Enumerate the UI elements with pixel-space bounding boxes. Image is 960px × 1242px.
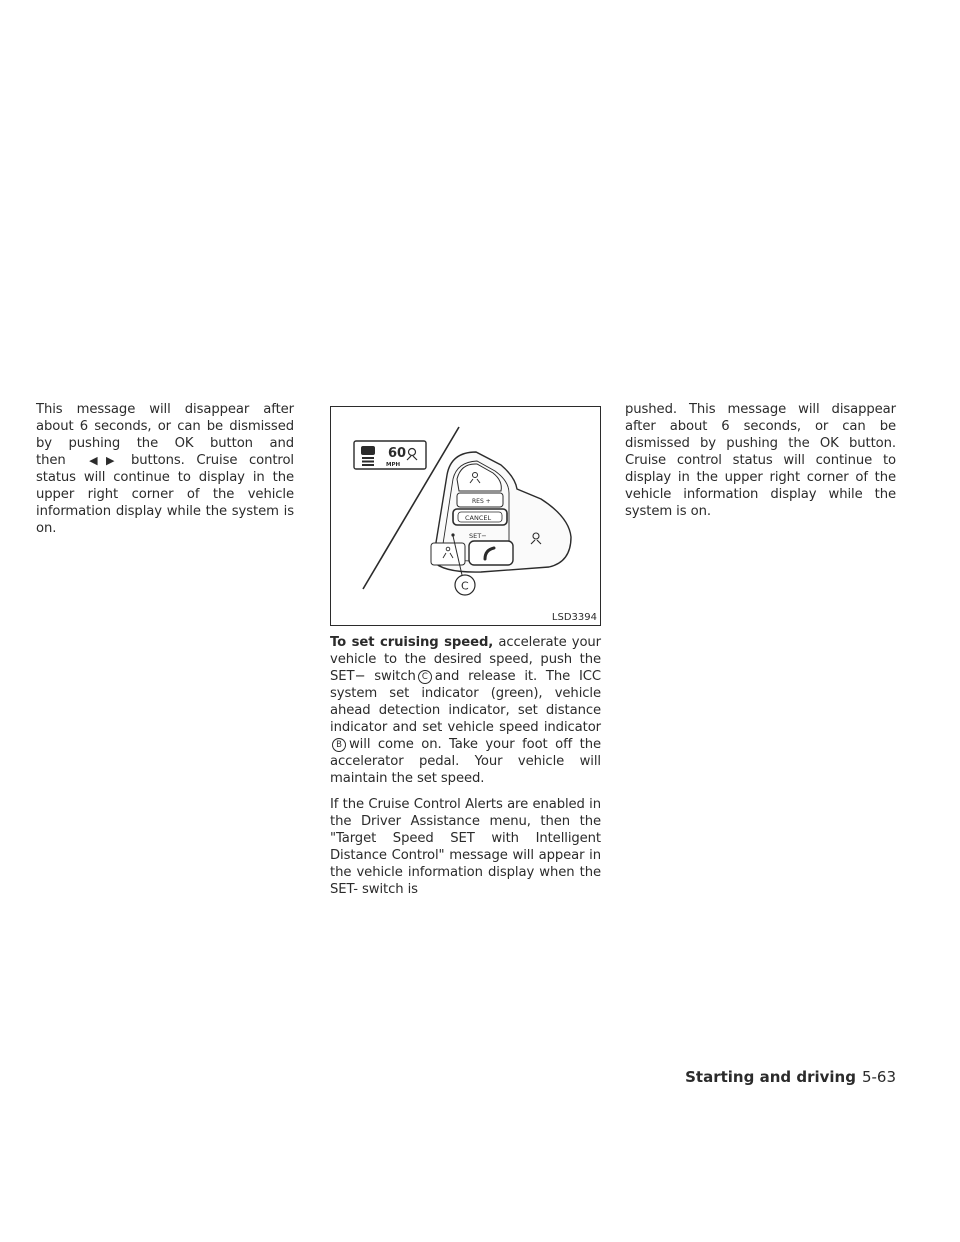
set-label: SET− [469,532,487,540]
left-text-2: buttons. Cruise control status will continue to display in the upper right corner of the vehicle information display while the system is on. [36,453,294,536]
page-footer [685,1068,896,1086]
lead-heading: To set cruising speed, [330,635,494,650]
middle-paragraph-1 [330,634,601,787]
steering-switch-figure [330,406,601,626]
display-unit: MPH [386,462,401,468]
lane-button [431,543,465,565]
display-speed: 60 [388,446,407,461]
figure-code: LSD3394 [551,612,597,623]
right-column [625,401,896,529]
phone-button [469,541,513,565]
middle-paragraph-2: If the Cruise Control Alerts are enabled in the Driver Assistance menu, then the "Target Speed SET with Intelligent Distance Control" message will appear in the vehicle information display when the SET- switch is [330,797,601,897]
marker-c: C [418,670,432,684]
middle-text-1: accelerate your vehicle to the desired speed, push the SET− switch [330,635,602,684]
callout-c-label: C [461,579,469,593]
footer-section: Starting and driving [685,1068,856,1086]
left-text-1: This message will disappear after about 6 seconds, or can be dismissed by pushing the OK button and then [36,402,294,468]
marker-b: B [332,738,346,752]
res-label: RES + [472,498,491,505]
left-right-arrows-icon: ◀▶ [81,454,124,467]
middle-column [330,634,601,907]
right-paragraph: pushed. This message will disappear after about 6 seconds, or can be dismissed by pushing the OK button. Cruise control status will continue to display in the upper right corner of the vehicle information display while the system is on. [625,402,896,519]
footer-page-number: 5-63 [861,1068,896,1086]
middle-text-2: and release it. The ICC system set indicator (green), vehicle ahead detection indicator, set distance indicator and set vehicle speed indicator [330,669,601,735]
left-column [36,401,294,546]
steering-switch-illustration [331,407,602,627]
cancel-label: CANCEL [465,514,492,522]
middle-text-3: will come on. Take your foot off the accelerator pedal. Your vehicle will maintain the set speed. [330,737,601,786]
left-paragraph [36,401,294,537]
